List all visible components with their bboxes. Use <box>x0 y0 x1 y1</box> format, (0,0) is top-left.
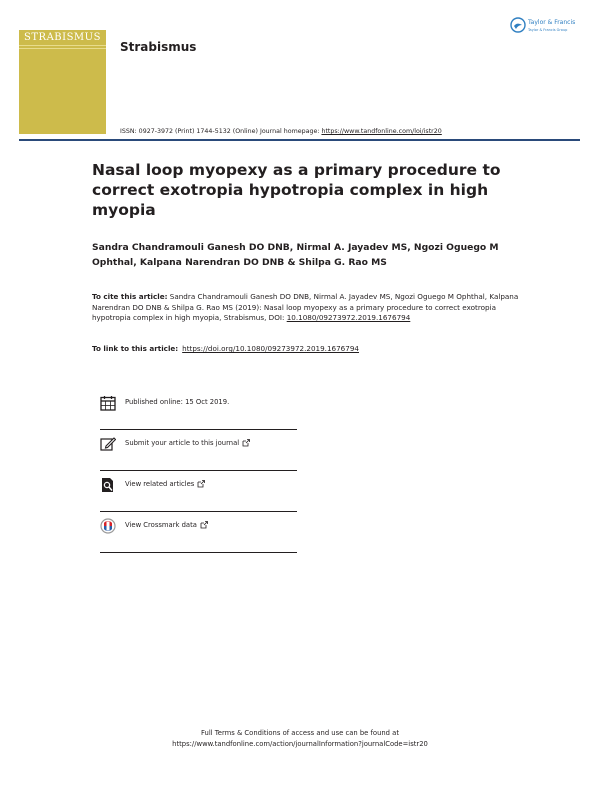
journal-cover <box>19 30 106 134</box>
external-link-icon <box>200 521 208 529</box>
crossmark-icon <box>100 518 116 534</box>
article-doi-link[interactable]: https://doi.org/10.1080/09273972.2019.1676794 <box>182 344 359 353</box>
citation-doi-link[interactable]: 10.1080/09273972.2019.1676794 <box>286 313 411 322</box>
search-document-icon <box>100 477 116 493</box>
external-link-icon <box>197 480 205 488</box>
terms-footer-line1: Full Terms & Conditions of access and use can be found at <box>201 729 399 737</box>
terms-footer-link[interactable]: https://www.tandfonline.com/action/journalInformation?journalCode=istr20 <box>172 740 428 748</box>
related-articles-label: View related articles <box>125 480 195 488</box>
publisher-tagline: Taylor & Francis Group <box>528 28 568 32</box>
publisher-name: Taylor & Francis <box>528 19 576 26</box>
published-online-text: Published online: 15 Oct 2019. <box>125 398 230 406</box>
issn-line <box>120 128 442 135</box>
submit-article-label: Submit your article to this journal <box>125 439 240 447</box>
article-authors: Sandra Chandramouli Ganesh DO DNB, Nirmal A. Jayadev MS, Ngozi Oguego M Ophthal, Kalpana Narendran DO DNB & Shilpa G. Rao MS <box>92 242 499 268</box>
submit-article-row[interactable] <box>100 430 297 471</box>
cover-title: STRABISMUS <box>24 32 101 43</box>
issn-text: ISSN: 0927-3972 (Print) 1744-5132 (Online) Journal homepage: <box>120 128 322 135</box>
article-link-label: To link to this article: <box>92 344 179 353</box>
calendar-icon <box>100 395 116 411</box>
cover-rule <box>19 45 106 49</box>
publisher-logo <box>510 17 590 37</box>
journal-homepage-link[interactable]: https://www.tandfonline.com/loi/istr20 <box>321 128 442 135</box>
crossmark-row[interactable] <box>100 512 297 553</box>
citation-block <box>92 292 522 324</box>
published-online-row <box>100 389 297 430</box>
publisher-logo-icon <box>510 17 526 33</box>
related-articles-link[interactable] <box>125 480 205 488</box>
citation-text: Sandra Chandramouli Ganesh DO DNB, Nirmal A. Jayadev MS, Ngozi Oguego M Ophthal, Kalpana Narendran DO DNB & Shilpa G. Rao MS (2019): Nasal loop myopexy as a primary procedure to correct exotropia hypotropia complex in high myopia, Strabismus, DOI: <box>92 292 519 322</box>
article-link-line <box>92 344 359 353</box>
terms-footer <box>0 728 600 750</box>
journal-name: Strabismus <box>120 40 197 54</box>
submit-article-link[interactable] <box>125 439 250 447</box>
related-articles-row[interactable] <box>100 471 297 512</box>
header-divider <box>19 139 580 141</box>
edit-icon <box>100 436 116 452</box>
crossmark-link[interactable] <box>125 521 208 529</box>
crossmark-label: View Crossmark data <box>125 521 197 529</box>
citation-label: To cite this article: <box>92 292 168 301</box>
article-title: Nasal loop myopexy as a primary procedure to correct exotropia hypotropia complex in high myopia <box>92 161 501 219</box>
external-link-icon <box>242 439 250 447</box>
